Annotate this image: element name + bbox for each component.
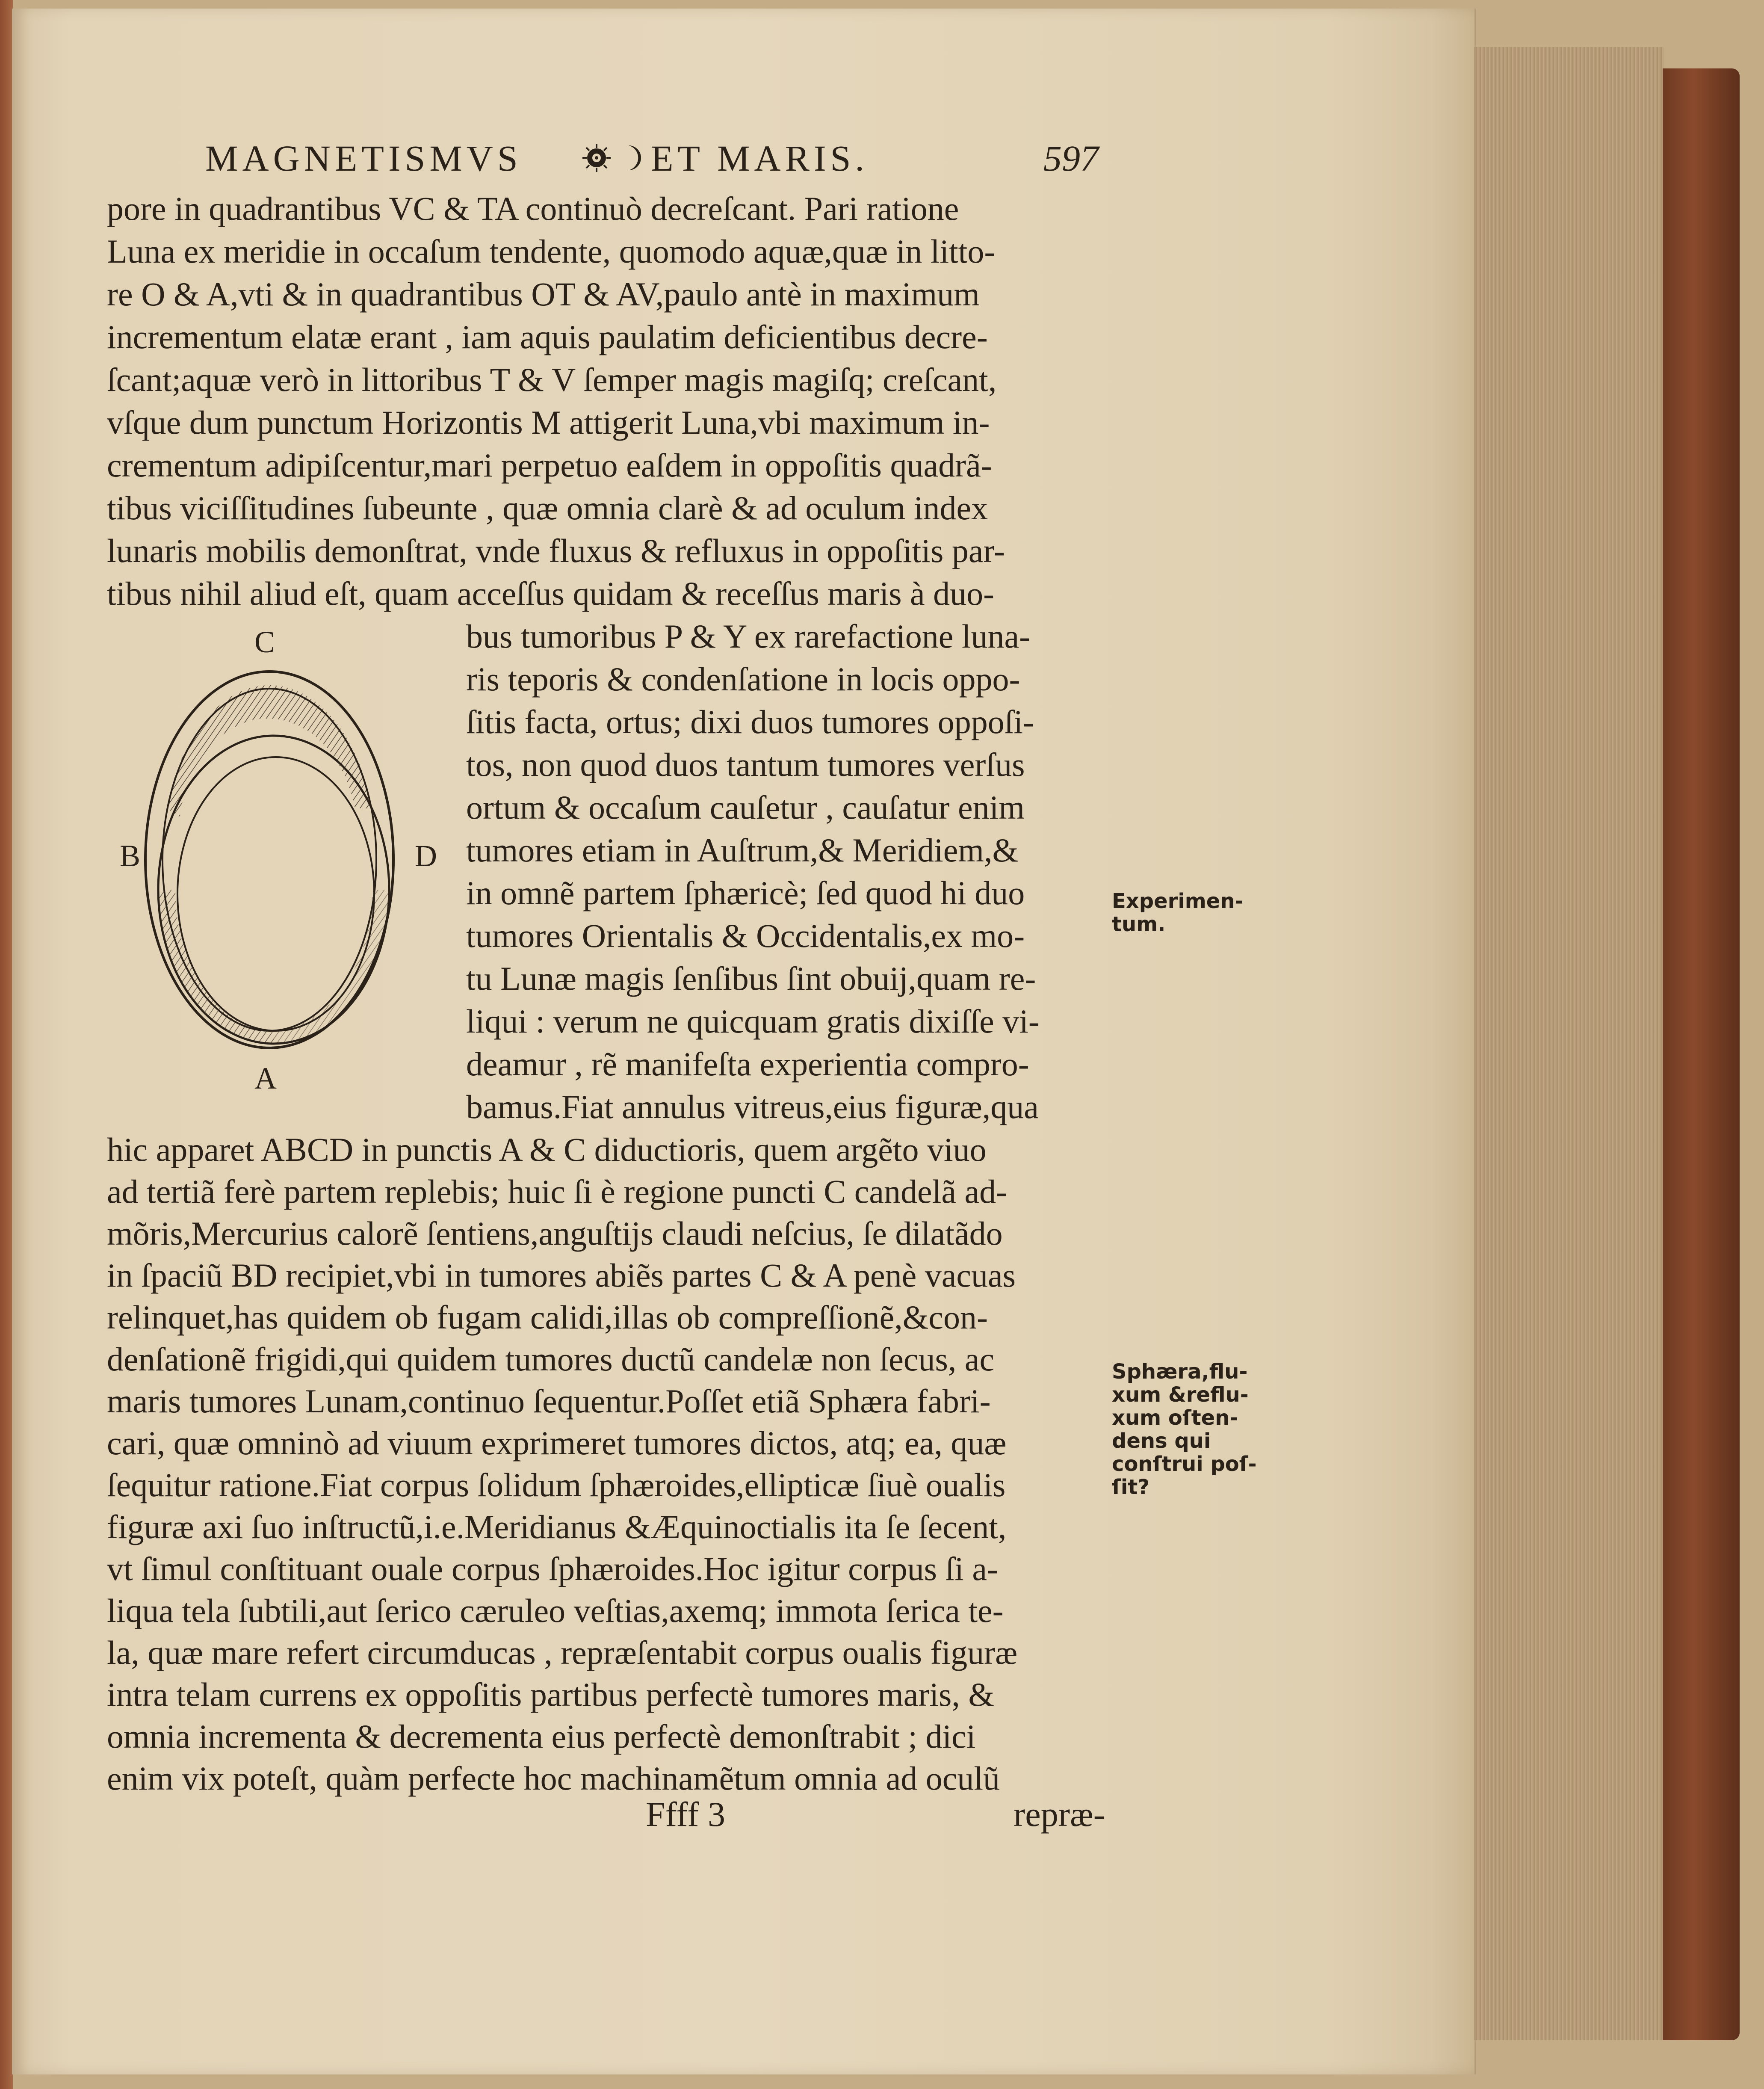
margin-note-experimentum	[1112, 890, 1243, 936]
text-line: tibus nihil aliud eſt, quam acceſſus quidam & receſſus maris à duo-	[107, 575, 995, 612]
text-line: vſque dum punctum Horizontis M attigerit Luna,vbi maximum in-	[107, 404, 990, 441]
margin-note-sphaera	[1112, 1360, 1257, 1499]
text-line: bus tumoribus P & Y ex rarefactione luna-	[466, 618, 1031, 655]
text-line: incrementum elatæ erant , iam aquis paulatim deficientibus decre-	[107, 318, 988, 355]
moon-symbol-icon	[620, 143, 650, 173]
text-line: bamus.Fiat annulus vitreus,eius figuræ,qua	[466, 1088, 1039, 1125]
margin-note-line: tum.	[1112, 912, 1166, 936]
text-line: cari, quæ omninò ad viuum exprimeret tumores dictos, atq; ea, quæ	[107, 1424, 1007, 1462]
book-binding-left	[0, 0, 13, 2089]
text-line: crementum adipiſcentur,mari perpetuo eaſdem in oppoſitis quadrã-	[107, 447, 992, 484]
text-line: in ſpaciũ BD recipiet,vbi in tumores abiẽs partes C & A penè vacuas	[107, 1257, 1016, 1294]
text-line: tumores etiam in Auſtrum,& Meridiem,&	[466, 831, 1019, 869]
margin-note-line: dens qui	[1112, 1429, 1211, 1453]
text-line: re O & A,vti & in quadrantibus OT & AV,paulo antè in maximum	[107, 275, 980, 313]
text-line: ſcant;aquæ verò in littoribus T & V ſemper magis magiſq; creſcant,	[107, 361, 997, 398]
text-line: tibus viciſſitudines ſubeunte , quæ omnia clarè & ad oculum index	[107, 489, 988, 527]
text-line: lunaris mobilis demonſtrat, vnde fluxus & refluxus in oppoſitis par-	[107, 532, 1005, 569]
sun-symbol-icon	[582, 143, 612, 173]
header-title-right: ET MARIS.	[651, 138, 869, 179]
text-line: tu Lunæ magis ſenſibus ſint obuij,quam re-	[466, 960, 1036, 997]
text-line: liqui : verum ne quicquam gratis dixiſſe vi-	[466, 1003, 1040, 1040]
page-number: 597	[1043, 138, 1099, 179]
text-line: in omnẽ partem ſphæricè; ſed quod hi duo	[466, 874, 1025, 911]
text-line: ris teporis & condenſatione in locis oppo-	[466, 660, 1020, 698]
text-line: liqua tela ſubtili,aut ſerico cæruleo veſtias,axemq; immota ſerica te-	[107, 1592, 1004, 1629]
glass-ring-diagram	[107, 616, 437, 1095]
page-edges	[1474, 47, 1664, 2040]
text-line: omnia incrementa & decrementa eius perfectè demonſtrabit ; dici	[107, 1718, 976, 1755]
text-line: tos, non quod duos tantum tumores verſus	[466, 746, 1025, 783]
text-line: enim vix poteſt, quàm perfecte hoc machinamẽtum omnia ad oculũ	[107, 1760, 1000, 1797]
text-line: vt ſimul conſtituant ouale corpus ſphæroides.Hoc igitur corpus ſi a-	[107, 1550, 998, 1587]
diagram-label-b: B	[120, 839, 141, 873]
text-line: ortum & occaſum cauſetur , cauſatur enim	[466, 789, 1025, 826]
text-line: ſitis facta, ortus; dixi duos tumores oppoſi-	[466, 703, 1034, 740]
running-header	[205, 137, 1120, 184]
text-line: maris tumores Lunam,continuo ſequentur.Poſſet etiã Sphæra fabri-	[107, 1382, 991, 1420]
text-line: la, quæ mare refert circumducas , repræſentabit corpus oualis figuræ	[107, 1634, 1018, 1671]
margin-note-line: Experimen-	[1112, 889, 1244, 913]
margin-note-line: ſit?	[1112, 1475, 1150, 1499]
text-line: hic apparet ABCD in punctis A & C diductioris, quem argẽto viuo	[107, 1131, 987, 1168]
oval-ring-drawing	[133, 667, 415, 1061]
text-line: pore in quadrantibus VC & TA continuò decreſcant. Pari ratione	[107, 190, 959, 227]
catchword: repræ-	[1013, 1795, 1105, 1834]
diagram-label-c: C	[254, 625, 275, 659]
margin-note-line: conſtrui poſ-	[1112, 1452, 1257, 1476]
text-line: intra telam currens ex oppoſitis partibus perfectè tumores maris, &	[107, 1676, 995, 1713]
signature-mark: Ffff 3	[646, 1795, 726, 1834]
text-line: deamur , rẽ manifeſta experientia compro-	[466, 1045, 1029, 1083]
text-line: ſequitur ratione.Fiat corpus ſolidum ſphæroides,ellipticæ ſiuè oualis	[107, 1466, 1006, 1503]
text-line: relinquet,has quidem ob fugam calidi,illas ob compreſſionẽ,&con-	[107, 1299, 988, 1336]
text-line: figuræ axi ſuo inſtructũ,i.e.Meridianus &Æquinoctialis ita ſe ſecent,	[107, 1508, 1007, 1545]
text-line: denſationẽ frigidi,qui quidem tumores ductũ candelæ non ſecus, ac	[107, 1340, 995, 1378]
header-title-left: MAGNETISMVS	[205, 138, 522, 179]
text-line: tumores Orientalis & Occidentalis,ex mo-	[466, 917, 1025, 954]
diagram-label-d: D	[415, 839, 437, 873]
margin-note-line: xum &reflu-	[1112, 1383, 1249, 1407]
text-line: mõris,Mercurius calorẽ ſentiens,anguſtijs claudi neſcius, ſe dilatãdo	[107, 1215, 1003, 1252]
diagram-label-a: A	[254, 1061, 277, 1095]
margin-note-line: xum oſten-	[1112, 1406, 1238, 1430]
book-cover-edge	[1663, 68, 1740, 2040]
text-line: Luna ex meridie in occaſum tendente, quomodo aquæ,quæ in litto-	[107, 233, 996, 270]
text-line: ad tertiã ferè partem replebis; huic ſi è regione puncti C candelã ad-	[107, 1173, 1008, 1210]
margin-note-line: Sphæra,flu-	[1112, 1360, 1248, 1384]
